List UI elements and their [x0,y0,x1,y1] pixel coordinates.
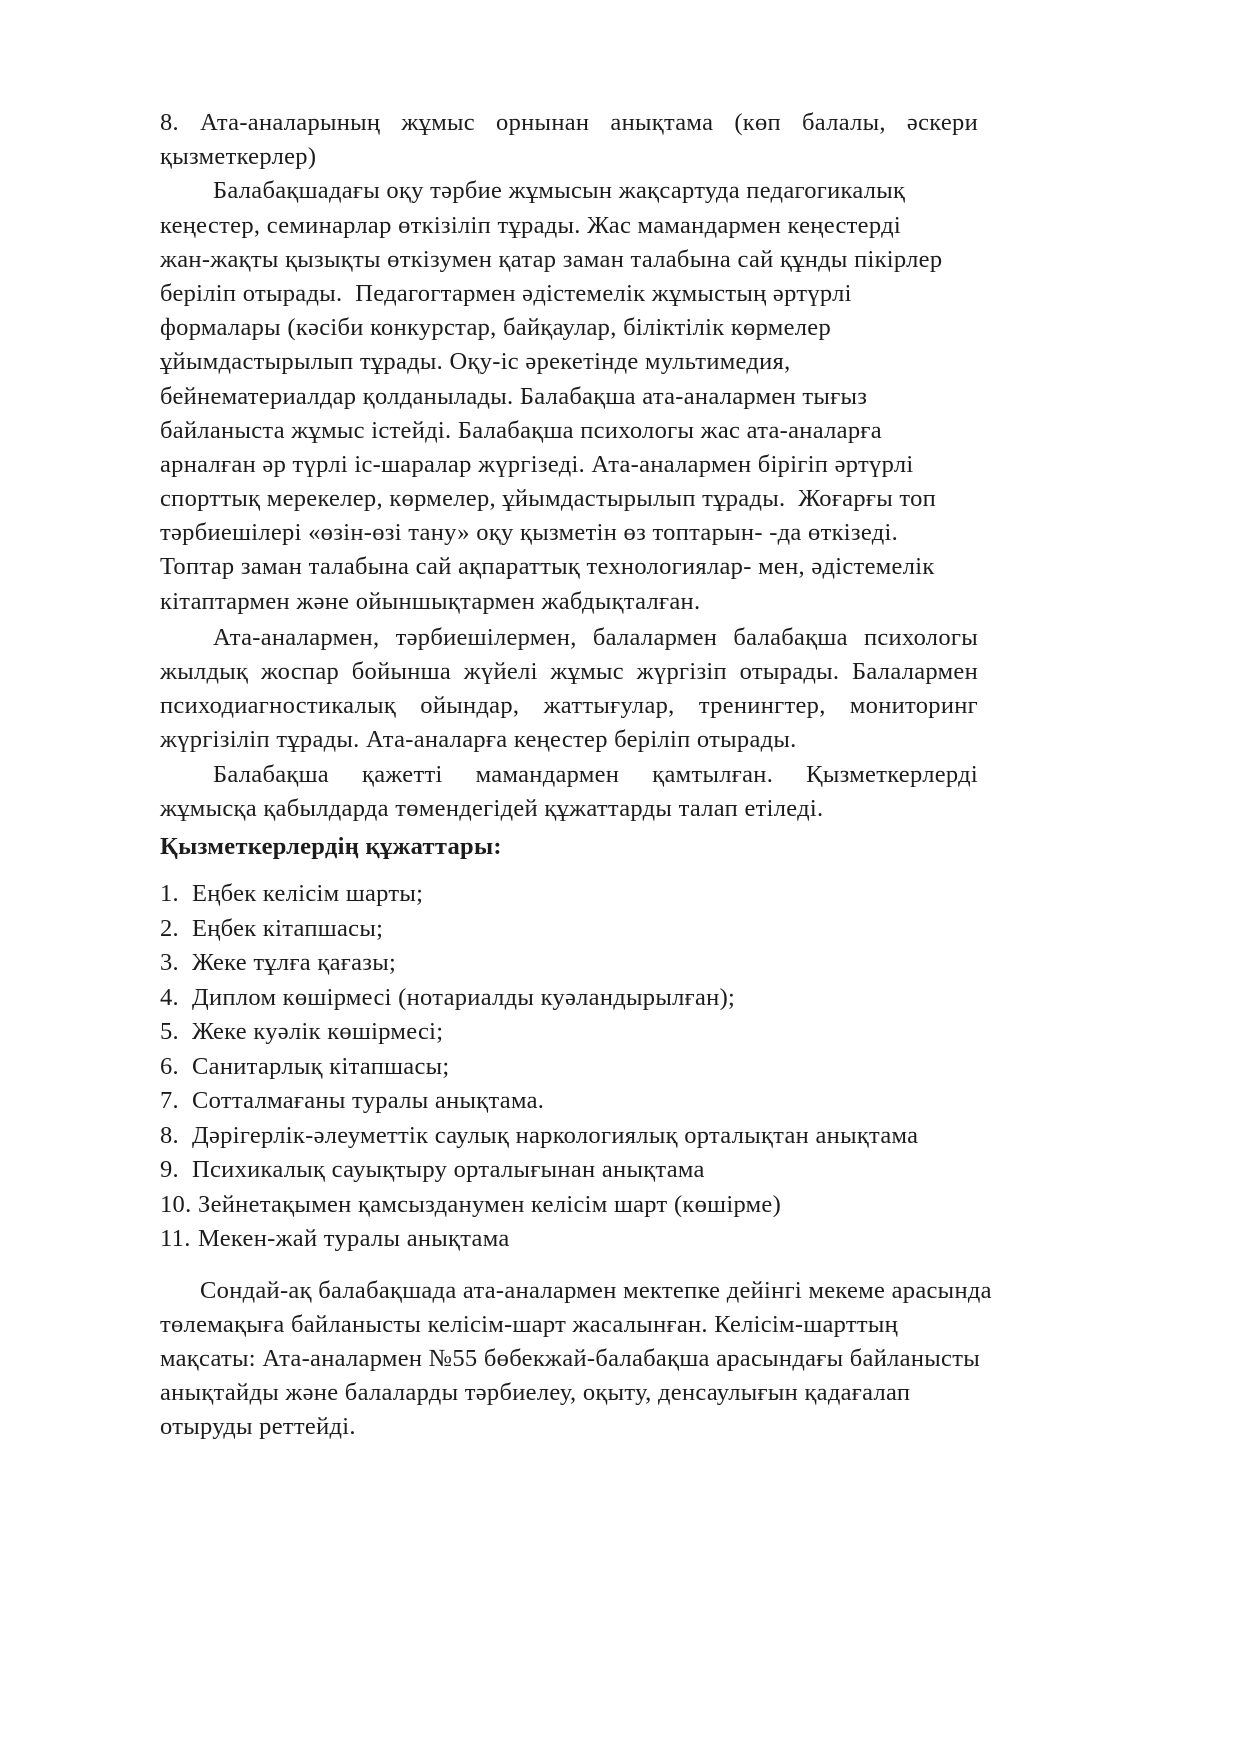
text-line: психодиагностикалық ойындар, жаттығулар, тренингтер, мониторинг [160,692,978,720]
text-line: анықтайды және балаларды тәрбиелеу, оқыту, денсаулығын қадағалап [160,1378,911,1406]
list-item [160,877,978,912]
paragraph-item-8 [160,106,978,174]
text-line: 8. Ата-аналарының жұмыс орнынан анықтама (көп балалы, әскери [160,109,978,136]
list-item [160,1153,978,1188]
list-item [160,946,978,981]
list-item [160,1084,978,1119]
text-line: формалары (кәсіби конкурстар, байқаулар, біліктілік көрмелер [160,314,831,342]
list-item-text: Жеке тұлға қағазы; [192,949,397,977]
text-line: төлемақыға байланысты келісім-шарт жасалынған. Келісім-шарттың [160,1310,899,1338]
text-line: бейнематериалдар қолданылады. Балабақша ата-аналармен тығыз [160,382,868,410]
text-line: спорттық мерекелер, көрмелер, ұйымдастырылып тұрады. Жоғарғы топ [160,485,937,513]
text-line: байланыста жұмыс істейді. Балабақша психологы жас ата-аналарға [160,416,882,444]
text-line: Ата-аналармен, тәрбиешілермен, балалармен балабақша психологы [213,623,978,651]
text-line: Балабақша қажетті мамандармен қамтылған. Қызметкерлерді [213,760,978,788]
text-line: тәрбиешілері «өзін-өзі тану» оқу қызметін өз топтарын- -да өткізеді. [160,519,899,547]
text-line: Топтар заман талабына сай ақпараттық технологиялар- мен, әдістемелік [160,553,935,581]
list-item-text: Психикалық сауықтыру орталығынан анықтама [192,1156,705,1184]
text-line: Сондай-ақ балабақшада ата-аналармен мектепке дейінгі мекеме арасында [200,1276,992,1304]
list-item-text: Дәрігерлік-әлеуметтік саулық наркологиялық орталықтан анықтама [192,1121,919,1149]
list-item-text: Зейнетақымен қамсызданумен келісім шарт (көшірме) [198,1190,782,1218]
paragraph-methodology [160,174,978,618]
list-number: 5. [160,1018,179,1046]
list-item-text: Мекен-жай туралы анықтама [198,1225,510,1253]
list-item-text: Жеке куәлік көшірмесі; [192,1018,444,1046]
paragraph-psychologist [160,621,978,758]
text-line: Балабақшадағы оқу тәрбие жұмысын жақсартуда педагогикалық [213,177,906,205]
text-line: ұйымдастырылып тұрады. Оқу-іс әрекетінде мультимедия, [160,348,791,376]
text-line: арналған әр түрлі іс-шаралар жүргізеді. Ата-аналармен бірігіп әртүрлі [160,450,914,478]
list-item-text: Сотталмағаны туралы анықтама. [192,1087,545,1115]
section-heading: Қызметкерлердің құжаттары: [160,832,502,860]
documents-list [160,877,978,1257]
list-item-text: Диплом көшірмесі (нотариалды куәландырылған); [192,983,736,1011]
list-item [160,981,978,1016]
list-number: 4. [160,983,179,1011]
text-line: кітаптармен және ойыншықтармен жабдықталған. [160,587,701,615]
text-line: жан-жақты қызықты өткізумен қатар заман талабына сай құнды пікірлер [160,245,943,273]
list-item [160,1015,978,1050]
text-line: жүргізіліп тұрады. Ата-аналарға кеңестер беріліп отырады. [160,726,797,754]
list-item-text: Еңбек келісім шарты; [192,880,424,908]
list-item-text: Еңбек кітапшасы; [192,914,384,942]
list-number: 2. [160,914,179,942]
list-item-text: Санитарлық кітапшасы; [192,1052,450,1080]
text-line: мақсаты: Ата-аналармен №55 бөбекжай-балабақша арасындағы байланысты [160,1344,980,1372]
list-item [160,1050,978,1085]
text-line: кеңестер, семинарлар өткізіліп тұрады. Жас мамандармен кеңестерді [160,211,901,239]
text-line: беріліп отырады. Педагогтармен әдістемелік жұмыстың әртүрлі [160,279,852,307]
text-line: жылдық жоспар бойынша жүйелі жұмыс жүргізіп отырады. Балалармен [160,658,978,685]
list-number: 10. [160,1190,192,1218]
list-number: 3. [160,949,179,977]
list-number: 9. [160,1156,179,1184]
text-line: қызметкерлер) [160,143,317,171]
list-number: 7. [160,1087,179,1115]
list-item [160,912,978,947]
list-item [160,1119,978,1154]
list-number: 1. [160,880,179,908]
list-number: 6. [160,1052,179,1080]
document-page [160,106,992,1444]
paragraph-staffing [160,758,978,826]
text-line: отыруды реттейді. [160,1412,356,1440]
list-number: 8. [160,1121,179,1149]
paragraph-contract [160,1274,992,1444]
list-number: 11. [160,1225,191,1253]
text-line: жұмысқа қабылдарда төмендегідей құжаттарды талап етіледі. [160,794,824,822]
list-item [160,1188,978,1223]
list-item [160,1222,978,1257]
